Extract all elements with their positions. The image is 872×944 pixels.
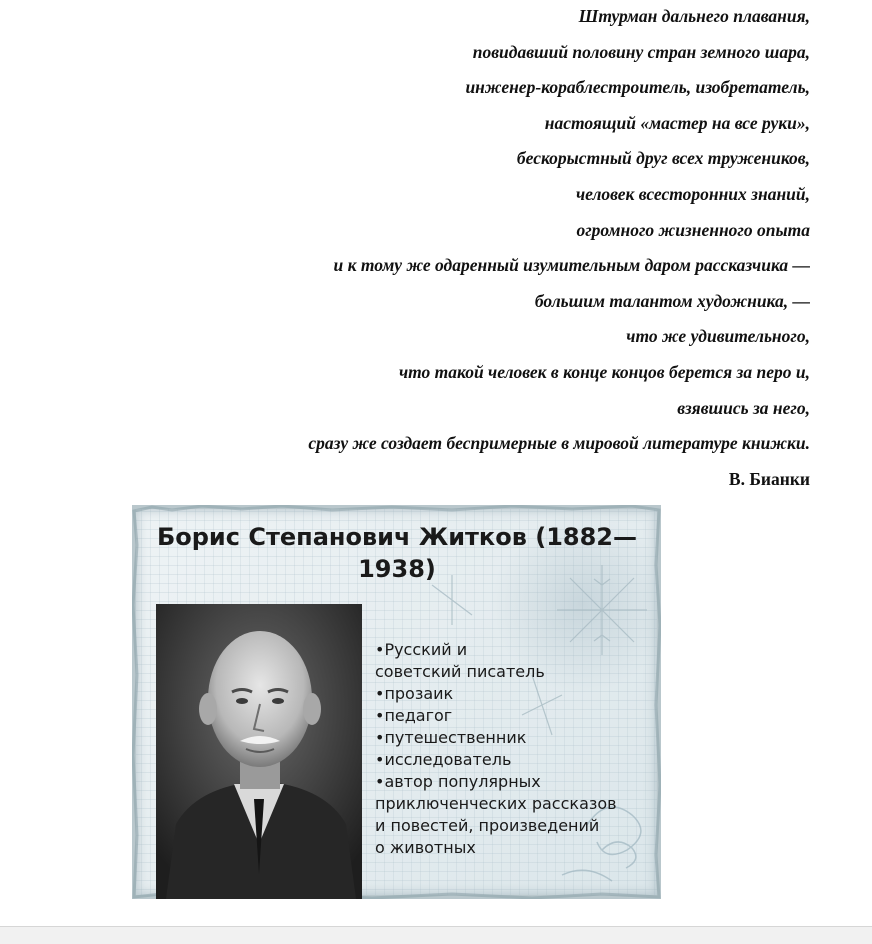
horizontal-scrollbar[interactable] — [0, 926, 872, 944]
epigraph-poem — [110, 3, 810, 501]
poem-line: взявшись за него, — [677, 397, 810, 418]
slide-title-line: Борис Степанович Житков (1882— — [156, 523, 638, 551]
slide-title-line: 1938) — [358, 555, 436, 583]
bullet-line: •исследователь — [375, 750, 512, 769]
poem-line: сразу же создает беспримерные в мировой литературе книжки. — [308, 433, 810, 454]
bullet-line: приключенческих рассказов — [375, 794, 617, 813]
portrait-photo — [156, 604, 362, 899]
poem-line: что такой человек в конце концов берется за перо и, — [398, 361, 810, 382]
bullet-line: •путешественник — [375, 728, 527, 747]
poem-line: большим талантом художника, — — [534, 290, 810, 311]
poem-line: человек всесторонних знаний, — [575, 183, 810, 204]
poem-line: огромного жизненного опыта — [576, 219, 810, 240]
bullet-line: советский писатель — [375, 662, 545, 681]
bullet-line: и повестей, произведений — [375, 816, 600, 835]
poem-line: что же удивительного, — [626, 326, 810, 347]
bullet-line: •прозаик — [375, 684, 454, 703]
poem-signature: В. Бианки — [728, 468, 810, 489]
slide-title — [142, 521, 652, 585]
poem-line: Штурман дальнего плавания, — [578, 6, 810, 26]
poem-line: инженер-кораблестроитель, изобретатель, — [465, 77, 810, 98]
bullet-line: •педагог — [375, 706, 453, 725]
portrait-illustration — [156, 604, 362, 899]
poem-line: и к тому же одаренный изумительным даром рассказчика — — [333, 255, 810, 276]
bullet-line: •автор популярных — [375, 772, 541, 791]
bio-bullet-list — [375, 639, 661, 859]
poem-line: настоящий «мастер на все руки», — [544, 112, 810, 133]
bullet-line: •Русский и — [375, 640, 468, 659]
poem-line: повидавший половину стран земного шара, — [472, 41, 810, 62]
biography-slide-image — [132, 505, 661, 899]
poem-line: бескорыстный друг всех тружеников, — [516, 148, 810, 169]
bullet-line: о животных — [375, 838, 476, 857]
